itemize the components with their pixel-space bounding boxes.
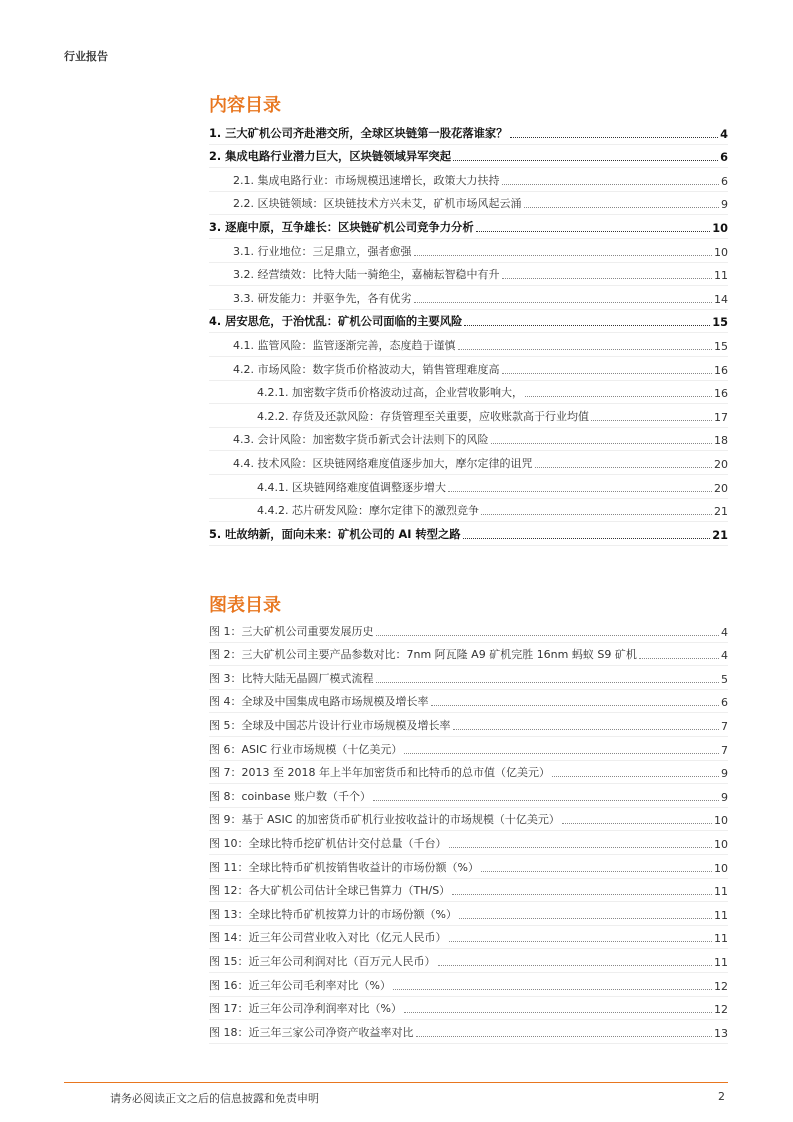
toc-entry[interactable] (209, 239, 728, 263)
toc-entry[interactable] (209, 168, 728, 192)
figure-entry-text[interactable]: 图 10：全球比特币挖矿机估计交付总量（千台） (209, 836, 447, 850)
dot-leader (376, 682, 720, 683)
dot-leader (459, 918, 712, 919)
toc-entry-page: 17 (714, 410, 728, 424)
toc-entry-page: 18 (714, 434, 728, 448)
figure-entry-page: 4 (721, 625, 728, 639)
toc-entry-page: 10 (712, 221, 728, 235)
toc-entry-page: 16 (714, 363, 728, 377)
dot-leader (449, 941, 713, 942)
figure-entry-page: 11 (714, 885, 728, 899)
dot-leader (464, 325, 710, 326)
toc-entry-page: 20 (714, 481, 728, 495)
toc-entry-text[interactable]: 3.2. 经营绩效：比特大陆一骑绝尘，嘉楠耘智稳中有升 (233, 268, 500, 282)
figure-entry-page: 11 (714, 955, 728, 969)
toc-entry-text[interactable]: 4.3. 会计风险：加密数字货币新式会计法则下的风险 (233, 433, 489, 447)
toc-entry[interactable] (209, 215, 728, 239)
figure-entry-page: 9 (721, 767, 728, 781)
figure-entry-text[interactable]: 图 6：ASIC 行业市场规模（十亿美元） (209, 742, 403, 756)
figure-entry-page: 10 (714, 837, 728, 851)
figure-entry[interactable] (209, 997, 728, 1021)
toc-entry-page: 9 (721, 198, 728, 212)
dot-leader (639, 658, 719, 659)
toc-entry-text[interactable]: 4.4.1. 区块链网络难度值调整逐步增大 (257, 480, 446, 494)
toc-entry[interactable] (209, 121, 728, 145)
toc-entry[interactable] (209, 451, 728, 475)
toc-entry[interactable] (209, 263, 728, 287)
toc-entry-text[interactable]: 5. 吐故纳新，面向未来：矿机公司的 AI 转型之路 (209, 527, 461, 541)
dot-leader (525, 396, 712, 397)
figure-entry[interactable] (209, 761, 728, 785)
dot-leader (448, 491, 712, 492)
toc-entry-text[interactable]: 3.3. 研发能力：并驱争先，各有优劣 (233, 291, 412, 305)
dot-leader (502, 373, 713, 374)
toc-entry-page: 10 (714, 245, 728, 259)
figure-entry[interactable] (209, 808, 728, 832)
figure-entry-text[interactable]: 图 4：全球及中国集成电路市场规模及增长率 (209, 695, 429, 709)
toc-entry-text[interactable]: 4.2.1. 加密数字货币价格波动过高，企业营收影响大， (257, 386, 523, 400)
toc-entry-page: 4 (720, 127, 728, 141)
figure-entry-page: 12 (714, 1003, 728, 1017)
dot-leader (404, 1012, 712, 1013)
figure-entry[interactable] (209, 737, 728, 761)
dot-leader (452, 894, 712, 895)
figure-entry-text[interactable]: 图 5：全球及中国芯片设计行业市场规模及增长率 (209, 718, 451, 732)
figure-entry-text[interactable]: 图 7：2013 至 2018 年上半年加密货币和比特币的总市值（亿美元） (209, 766, 550, 780)
figure-entry-text[interactable]: 图 16：近三年公司毛利率对比（%） (209, 978, 391, 992)
toc-entry-page: 6 (720, 151, 728, 165)
toc-entry-text[interactable]: 3.1. 行业地位：三足鼎立，强者愈强 (233, 244, 412, 258)
figure-entry[interactable] (209, 831, 728, 855)
figure-entry-page: 11 (714, 908, 728, 922)
toc-entry-text[interactable]: 4. 居安思危，于治忧乱：矿机公司面临的主要风险 (209, 315, 463, 329)
figure-entry[interactable] (209, 855, 728, 879)
dot-leader (502, 184, 720, 185)
figure-entry[interactable] (209, 619, 728, 643)
figure-list (209, 619, 728, 1044)
toc-entry-page: 14 (714, 292, 728, 306)
figure-entry[interactable] (209, 666, 728, 690)
dot-leader (414, 255, 713, 256)
figure-entry[interactable] (209, 713, 728, 737)
figure-entry-text[interactable]: 图 13：全球比特币矿机按算力计的市场份额（%） (209, 907, 457, 921)
figure-entry[interactable] (209, 949, 728, 973)
toc-title: 内容目录 (209, 95, 281, 116)
figure-entry-text[interactable]: 图 9：基于 ASIC 的加密货币矿机行业按收益计的市场规模（十亿美元） (209, 813, 560, 827)
figure-entry-page: 12 (714, 979, 728, 993)
toc-entry[interactable] (209, 333, 728, 357)
figure-list-title: 图表目录 (209, 595, 281, 616)
toc-entry[interactable] (209, 145, 728, 169)
toc-entry-page: 11 (714, 269, 728, 283)
toc-entry-page: 21 (714, 505, 728, 519)
toc-entry-text[interactable]: 3. 逐鹿中原，互争雄长：区块链矿机公司竞争力分析 (209, 220, 474, 234)
toc-entry-page: 20 (714, 457, 728, 471)
figure-entry-text[interactable]: 图 17：近三年公司净利润率对比（%） (209, 1002, 402, 1016)
toc-entry-text[interactable]: 4.4.2. 芯片研发风险：摩尔定律下的激烈竞争 (257, 504, 479, 518)
toc-entry[interactable] (209, 499, 728, 523)
toc-entry-text[interactable]: 1. 三大矿机公司齐赴港交所，全球区块链第一股花落谁家？ (209, 126, 508, 140)
figure-entry-page: 11 (714, 932, 728, 946)
figure-entry-page: 10 (714, 861, 728, 875)
toc-entry-text[interactable]: 2.2. 区块链领域：区块链技术方兴未艾，矿机市场风起云涌 (233, 197, 522, 211)
figure-entry-page: 9 (721, 790, 728, 804)
dot-leader (481, 871, 712, 872)
figure-entry-page: 7 (721, 719, 728, 733)
figure-entry[interactable] (209, 643, 728, 667)
figure-entry-text[interactable]: 图 12：各大矿机公司估计全球已售算力（TH/S） (209, 884, 451, 898)
dot-leader (510, 137, 719, 138)
toc-entry-text[interactable]: 4.1. 监管风险：监管逐渐完善，态度趋于谨慎 (233, 338, 456, 352)
page-number: 2 (718, 1090, 725, 1103)
toc-entry[interactable] (209, 192, 728, 216)
figure-entry-text[interactable]: 图 15：近三年公司利润对比（百万元人民币） (209, 954, 436, 968)
figure-entry-text[interactable]: 图 1：三大矿机公司重要发展历史 (209, 624, 374, 638)
dot-leader (524, 207, 720, 208)
dot-leader (414, 302, 713, 303)
toc-entry[interactable] (209, 522, 728, 546)
dot-leader (404, 753, 719, 754)
toc-entry-page: 15 (712, 316, 728, 330)
dot-leader (458, 349, 713, 350)
report-type-label: 行业报告 (64, 50, 108, 63)
toc-entry[interactable] (209, 428, 728, 452)
figure-entry-page: 10 (714, 814, 728, 828)
figure-entry[interactable] (209, 879, 728, 903)
toc-entry-page: 15 (714, 339, 728, 353)
dot-leader (438, 965, 713, 966)
footer-disclaimer: 请务必阅读正文之后的信息披露和免责申明 (110, 1092, 319, 1105)
toc-entry-page: 21 (712, 528, 728, 542)
figure-entry[interactable] (209, 1020, 728, 1044)
toc-entry[interactable] (209, 357, 728, 381)
toc-entry-page: 6 (721, 174, 728, 188)
figure-entry-text[interactable]: 图 14：近三年公司营业收入对比（亿元人民币） (209, 931, 447, 945)
figure-entry-text[interactable]: 图 2：三大矿机公司主要产品参数对比：7nm 阿瓦隆 A9 矿机完胜 16nm 蚂蚁 S9 矿机 (209, 648, 637, 662)
figure-entry[interactable] (209, 690, 728, 714)
toc-entry-text[interactable]: 4.4. 技术风险：区块链网络难度值逐步加大，摩尔定律的诅咒 (233, 456, 533, 470)
figure-entry-text[interactable]: 图 11：全球比特币矿机按销售收益计的市场份额（%） (209, 860, 479, 874)
dot-leader (491, 443, 713, 444)
figure-entry[interactable] (209, 973, 728, 997)
figure-entry-page: 6 (721, 696, 728, 710)
toc-entry[interactable] (209, 381, 728, 405)
toc-entry-text[interactable]: 4.2.2. 存货及还款风险：存货管理至关重要，应收账款高于行业均值 (257, 409, 589, 423)
toc-entry-text[interactable]: 2. 集成电路行业潜力巨大，区块链领域异军突起 (209, 150, 452, 164)
dot-leader (552, 776, 719, 777)
figure-entry-text[interactable]: 图 18：近三年三家公司净资产收益率对比 (209, 1025, 414, 1039)
dot-leader (502, 278, 713, 279)
figure-entry-page: 7 (721, 743, 728, 757)
toc-entry[interactable] (209, 404, 728, 428)
dot-leader (373, 800, 719, 801)
figure-entry-text[interactable]: 图 3：比特大陆无晶圆厂模式流程 (209, 671, 374, 685)
figure-entry[interactable] (209, 926, 728, 950)
toc-entry[interactable] (209, 475, 728, 499)
toc-list (209, 121, 728, 546)
toc-entry-text[interactable]: 4.2. 市场风险：数字货币价格波动大，销售管理难度高 (233, 362, 500, 376)
dot-leader (393, 989, 712, 990)
toc-entry-page: 16 (714, 387, 728, 401)
dot-leader (481, 514, 712, 515)
figure-entry[interactable] (209, 902, 728, 926)
dot-leader (416, 1036, 713, 1037)
dot-leader (376, 635, 720, 636)
dot-leader (535, 467, 713, 468)
footer-divider (64, 1082, 728, 1083)
dot-leader (453, 729, 720, 730)
toc-entry-text[interactable]: 2.1. 集成电路行业：市场规模迅速增长，政策大力扶持 (233, 173, 500, 187)
toc-entry[interactable] (209, 286, 728, 310)
figure-entry-text[interactable]: 图 8：coinbase 账户数（千个） (209, 789, 372, 803)
dot-leader (431, 705, 720, 706)
figure-entry[interactable] (209, 784, 728, 808)
toc-entry[interactable] (209, 310, 728, 334)
figure-entry-page: 4 (721, 649, 728, 663)
dot-leader (463, 538, 711, 539)
dot-leader (449, 847, 713, 848)
dot-leader (453, 160, 718, 161)
figure-entry-page: 13 (714, 1026, 728, 1040)
figure-entry-page: 5 (721, 672, 728, 686)
dot-leader (562, 823, 712, 824)
dot-leader (591, 420, 712, 421)
dot-leader (476, 231, 711, 232)
